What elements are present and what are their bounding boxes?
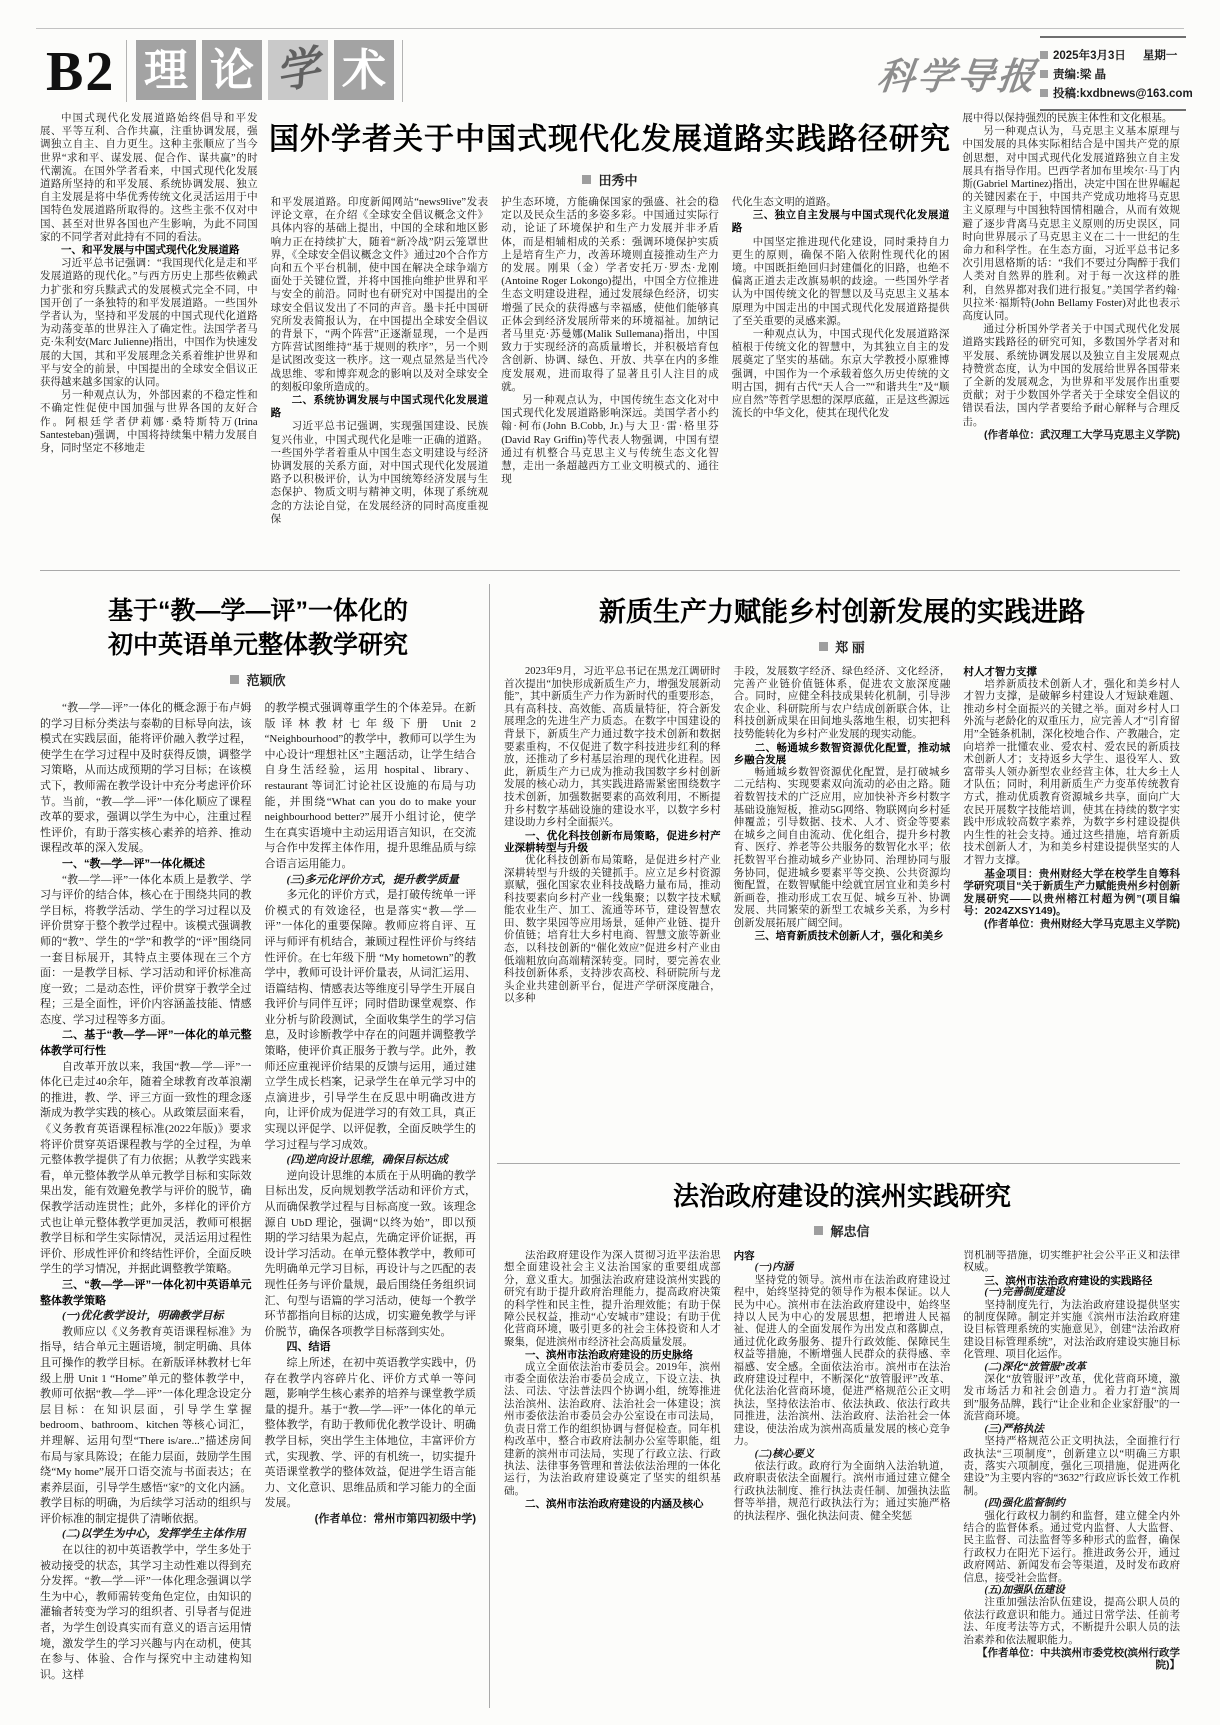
- body-paragraph: 另一种观点认为，马克思主义基本原理与中国发展的具体实际相结合是中国共产党的原创思想，对中国式现代化发展道路独立自主发展具有指导作用。巴西学者加布里埃尔·马丁内斯(Gabriel Martinez)指出，决定中国在世界崛起的关键因素在于，中国共产党成功地将马克思主义原理与中国独特国情相融合，从而有效规避了逐步背离马克思主义原则的历史误区，同时向世界展示了马克思主义在二十一世纪的生命力和科学性。在生态方面，习近平总书记多次引用恩格斯的话：“我们不要过分陶醉于我们人类对自然界的胜利。对于每一次这样的胜利，自然界都对我们进行报复。”美国学者约翰·贝拉米·福斯特(John Bellamy Foster)对此也表示高度认同。: [962, 126, 1180, 323]
- section-title: [136, 40, 394, 100]
- fund-project-note: 基金项目：贵州财经大学在校学生自筹科学研究项目“关于新质生产力赋能贵州乡村创新发展研究——以贵州榕江村超为例”(项目编号：2024ZXSY149)。: [963, 867, 1181, 918]
- body-paragraph: 中国坚定推进现代化建设，同时秉持自力更生的原则，确保不陷入依附性现代化的困境。中国既拒绝回归封建僵化的旧路，也绝不偏离正道去走改旗易帜的歧途。一些国外学者认为中国传统文化的智慧以及马克思主义基本原理为中国走出的中国式现代化发展道路提供了至关重要的灵感来源。: [731, 236, 950, 327]
- section-heading: 三、独立自主发展与中国式现代化发展道路: [731, 209, 950, 235]
- body-paragraph: 优化科技创新布局策略，是促进乡村产业深耕转型与升级的关键抓手。应立足乡村资源禀赋，强化国家农业科技战略力量布局，推动科技要素向乡村产业一线集聚；以数字技术赋能农业生产、加工、流通等环节，建设智慧农田、数字果园等应用场景，延伸产业链、提升价值链；培育壮大乡村电商、智慧文旅等新业态，以科技创新的“催化效应”促进乡村产业由低端粗放向高端精深转变。同时，要完善农业科技创新体系，支持涉农高校、科研院所与龙头企业共建创新平台，促进产学研深度融合，以多种: [504, 854, 721, 1005]
- text-column: [734, 666, 951, 1156]
- author-name: 田秀中: [598, 173, 638, 188]
- sub-heading: (一)完善制度建设: [984, 1287, 1065, 1299]
- body-paragraph: 2023年9月，习近平总书记在黑龙江调研时首次提出“加快形成新质生产力，增强发展新动能”，其中新质生产力作为新时代的重要形态，具有高科技、高效能、高质量特征，符合新发展理念的先进生产力质态。在数字中国建设的背景下，新质生产力通过数字技术创新和数据要素重构，不仅促进了数字科技进步红利的释放，还推动了乡村基层治理的现代化进程。因此，新质生产力已成为推动我国数字乡村创新发展的核心动力，其实践进路需紧密围绕数字技术创新，加强数据要素的高效利用，不断提升乡村数字基础设施的建设水平，以数字乡村建设助力乡村全面振兴。: [504, 666, 721, 829]
- body-paragraph: 通过分析国外学者关于中国式现代化发展道路实践路径的研究可知，多数国外学者对和平发展、系统协调发展以及独立自主发展观点持赞赏态度，认为中国的发展给世界各国带来了全新的发展观念，为世界和平发展作出重要贡献；对于少数国外学者关于全球安全倡议的错误看法，国内学者要给予耐心解释与合理反击。: [962, 324, 1180, 428]
- body-paragraph: 多元化的评价方式，是打破传统单一评价模式的有效途径，也是落实“教—学—评”一体化的重要保障。教师应将自评、互评与师评有机结合，兼顾过程性评价与终结性评价。在七年级下册 “My hometown”的教学中，教师可设计评价量表，从词汇运用、语篇结构、情感表达等维度引导学生开展自我评价与同伴互评；同时借助课堂观察、作业分析与阶段测试，全面收集学生的学习信息，及时诊断教学中存在的问题并调整教学策略，使评价真正服务于教与学。此外，教师还应重视评价结果的反馈与运用，通过建立学生成长档案，记录学生在单元学习中的点滴进步，引导学生在反思中明确改进方向，让评价成为促进学习的有效工具，真正实现以评促学、以评促教，全面反映学生的学习过程与学习成效。: [264, 889, 476, 1151]
- body-paragraph: 教师应以《义务教育英语课程标准》为指导，结合单元主题语境，制定明确、具体且可操作的教学目标。在新版译林教材七年级上册 Unit 1 “Home”单元的整体教学中，教师可依据“教—学—评”一体化理念设定分层目标：在知识层面，引导学生掌握 bedroom、bathroom、kitchen 等核心词汇，并理解、运用句型“There is/are...”描述房间布局与家具陈设；在能力层面，鼓励学生围绕“My home”展开口语交流与书面表达；在素养层面，引导学生感悟“家”的文化内涵。教学目标的明确，为后续学习活动的组织与评价标准的制定提供了清晰依据。: [40, 1325, 252, 1525]
- body-paragraph: 畅通城乡数智资源优化配置，是打破城乡二元结构、实现要素双向流动的必由之路。随着数智技术的广泛应用，应加快补齐乡村数字基础设施短板，推动5G网络、物联网向乡村延伸覆盖；引导数据、技术、人才、资金等要素在城乡之间自由流动、优化组合，提升乡村教育、医疗、养老等公共服务的数智化水平；依托数智平台推动城乡产业协同、治理协同与服务协同，促进城乡要素平等交换、公共资源均衡配置，在数智赋能中绘就宜居宜业和美乡村新画卷，推动形成工农互促、城乡互补、协调发展、共同繁荣的新型工农城乡关系，为乡村创新发展拓展广阔空间。: [733, 766, 951, 929]
- author-attribution: (作者单位：常州市第四初级中学): [314, 1512, 476, 1525]
- article-body: [504, 1250, 1180, 1702]
- sub-heading: (三)严格执法: [984, 1423, 1044, 1435]
- article-body: [40, 701, 476, 1701]
- bullet-square-icon: [819, 642, 828, 651]
- text-column: [963, 1250, 1180, 1702]
- body-paragraph: 在以往的初中英语教学中，学生多处于被动接受的状态，其学习主动性难以得到充分发挥。“教—学—评”一体化理念强调以学生为中心，教师需转变角色定位，由知识的灌输者转变为学习的组织者、引导者与促进者，为学生创设真实而有意义的语言运用情境，激发学生的学习兴趣与内在动机，使其在参与、体验、合作与探究中主动建构知识。这样: [40, 1544, 252, 1681]
- text-column: [734, 1250, 951, 1702]
- text-column: [265, 701, 477, 1701]
- author-attribution: 【作者单位：中共滨州市委党校(滨州行政学院)】: [977, 1647, 1181, 1672]
- masthead-logo: 科学导报: [874, 54, 1041, 98]
- sub-heading: (五)加强队伍建设: [984, 1584, 1065, 1596]
- header-divider: [126, 40, 127, 102]
- body-paragraph: “教—学—评”一体化的概念源于布卢姆的学习目标分类法与泰勒的目标导向法，该模式在实践层面，能将评价融入教学过程，使学生在学习过程中及时获得反馈，调整学习策略，从而达成预期的学习目标；在该模式下，教师需在教学设计中充分考虑评价环节。当前，“教—学—评”一体化顺应了课程改革的要求，强调以学生为中心，注重过程性评价，有助于落实核心素养的培养、推动课程改革的深入发展。: [40, 702, 252, 855]
- body-paragraph: 护生态环境，方能确保国家的强盛、社会的稳定以及民众生活的多姿多彩。中国通过实际行动，论证了环境保护和生产力发展并非矛盾体，而是相辅相成的关系：强调环境保护实质上是培育生产力，改善环境则直接推动生产力的发展。刚果（金）学者安托万·罗杰·龙刚(Antoine Roger Lokongo)提出，中国全方位推进生态文明建设进程，通过发展绿色经济，切实增强了民众的获得感与幸福感，使他们能够真正体会到经济发展所带来的环境福祉。加纳记者马里克·苏曼娜(Malik Sullemana)指出，中国致力于实现经济的高质量增长，并积极培育包含创新、协调、绿色、开放、共享在内的多维度发展观，进而取得了显著且引人注目的成就。: [501, 197, 719, 393]
- body-paragraph: 坚持党的领导。滨州市在法治政府建设过程中，始终坚持党的领导作为根本保证。以人民为中心。滨州市在法治政府建设中，始终坚持以人民为中心的发展思想，把增进人民福祉、促进人的全面发展作为出发点和落脚点，通过优化政务服务、提升行政效能、保障民生权益等措施，不断增强人民群众的获得感、幸福感、安全感。全面依法治市。滨州市在法治政府建设过程中，不断深化“放管服评”改革、优化法治化营商环境，促进严格规范公正文明执法，坚持依法治市、依法执政、依法行政共同推进，法治滨州、法治政府、法治社会一体建设，使法治成为滨州高质量发展的核心竞争力。: [733, 1274, 951, 1448]
- header-info: [1040, 36, 1193, 111]
- body-paragraph: 另一种观点认为，外部因素的不稳定性和不确定性促使中国加强与世界各国的友好合作。阿根廷学者伊莉娜·桑特斯特万(Irina Santesteban)强调，中国将持续集中精力发展自身，同时坚定不移地走: [40, 390, 258, 455]
- body-paragraph: 习近平总书记强调：“我国现代化是走和平发展道路的现代化。”与西方历史上那些依赖武力扩张和穷兵黩武式的发展模式完全不同，中国开创了一条独特的和平发展道路。一些国外学者认为，坚持和平发展的中国式现代化道路为动荡变革的世界注入了确定性。法国学者马克·朱利安(Marc Julienne)指出，中国作为快速发展的大国，其和平发展理念关系着维护世界和平与安全的前景，中国提出的全球安全倡议正获得越来越多国家的认同。: [40, 258, 258, 389]
- section-heading: 一、“教—学—评”一体化概述: [62, 857, 205, 870]
- author-attribution: (作者单位：武汉理工大学马克思主义学院): [983, 428, 1180, 441]
- article-title: 法治政府建设的滨州实践研究: [672, 1181, 1011, 1211]
- section-char-box: 术: [334, 40, 394, 100]
- byline: [504, 637, 1180, 656]
- article-new-productive-forces: [504, 586, 1180, 1158]
- text-column: [504, 1250, 721, 1702]
- sub-heading: (二)深化“放管服”改革: [984, 1361, 1086, 1373]
- body-paragraph: 强化行政权力制约和监督，建立健全内外结合的监督体系。通过党内监督、人大监督、民主监督、司法监督等多种形式的监督，确保行政权力在阳光下运行。推进政务公开，通过政府网站、新闻发布会等渠道，及时发布政府信息，接受社会监督。: [963, 1510, 1181, 1584]
- section-divider: [497, 1163, 1180, 1164]
- bullet-square-icon: [1040, 51, 1048, 59]
- body-paragraph: 罚机制等措施，切实维护社会公平正义和法律权威。: [963, 1250, 1181, 1274]
- bullet-square-icon: [814, 1226, 823, 1235]
- body-paragraph: 的教学模式强调尊重学生的个体差异。在新版译林教材七年级下册 Unit 2 “Neighbourhood”的教学中，教师可以学生为中心设计“理想社区”主题活动，让学生结合自身生活经验，运用 hospital、library、restaurant 等词汇讨论社区设施的布局与功能，并围绕“What can you do to make your neighbourhood better?”展开小组讨论，使学生在真实语境中主动运用语言知识，在交流与合作中发挥主体作用，提升思维品质与综合语言运用能力。: [264, 702, 476, 870]
- text-column: [963, 666, 1180, 1156]
- body-paragraph: 综上所述，在初中英语教学实践中，仍存在教学内容碎片化、评价方式单一等问题，影响学生核心素养的培养与课堂教学质量的提升。基于“教—学—评”一体化的单元整体教学，有助于教师优化教学设计、明确教学目标，突出学生主体地位，丰富评价方式，实现教、学、评的有机统一，切实提升英语课堂教学的整体效益，促进学生语言能力、文化意识、思维品质和学习能力的全面发展。: [264, 1356, 476, 1510]
- body-paragraph: “教—学—评”一体化本质上是教学、学习与评价的结合体，核心在于围绕共同的教学目标，将教学活动、学生的学习过程以及评价贯穿于整个教学过程中。该模式强调教师的“教”、学生的“学”和教学的“评”围绕同一套目标展开，其特点主要体现在三个方面：一是教学目标、学习活动和评价标准高度一致；二是动态性，评价贯穿于教学全过程；三是全面性，评价内容涵盖技能、情感态度、学习过程等多方面。: [40, 873, 252, 1026]
- text-column: [504, 666, 721, 1156]
- byline: [40, 670, 476, 689]
- text-column: [40, 112, 258, 558]
- article-binzhou-law-government: [504, 1174, 1180, 1708]
- body-paragraph: 成立全面依法治市委员会。2019年，滨州市委全面依法治市委员会成立，下设立法、执法、司法、守法普法四个协调小组，统筹推进法治滨州、法治政府、法治社会一体建设；滨州市委依法治市委员会办公室设在市司法局，负责日常工作的组织协调与督促检查。同年机构改革中，整合市政府法制办公室等职能，组建新的滨州市司法局，实现了行政立法、行政执法、法律事务管理和普法依法治理的一体化运行，为法治政府建设奠定了坚实的组织基础。: [504, 1361, 721, 1497]
- body-paragraph: 展中得以保持强烈的民族主体性和文化根基。: [962, 113, 1173, 124]
- body-paragraph: 和平发展道路。印度新闻网站“news9live”发表评论文章，在介绍《全球安全倡议概念文件》具体内容的基础上提出，中国的全球和地区影响力正在持续扩大，随着“新冷战”阴云笼罩世界，《全球安全倡议概念文件》通过20个合作方向和五个平台机制，使中国在解决全球争端方面处于关键位置，并将中国推向维护世界和平与安全的前沿。同时也有研究对中国提出的全球安全倡议发出了不同的声音。墨卡托中国研究所发表简报认为，在中国提出全球安全倡议的背景下，“两个阵营”正逐渐显现，一个是西方阵营试图维持“基于规则的秩序”，另一个则是试图改变这一秩序。这一观点显然是当代冷战思维、零和博弈观念的影响以及对全球安全的刻板印象所造成的。: [270, 197, 489, 393]
- section-heading: 二、畅通城乡数智资源优化配置，推动城乡融合发展: [733, 741, 951, 767]
- body-paragraph: 坚持制度先行，为法治政府建设提供坚实的制度保障。制定并实施《滨州市法治政府建设目标管理系统的实施意见》，创建“法治政府建设目标管理系统”，对法治政府建设实施目标化管理、项目化运作。: [963, 1299, 1181, 1361]
- publish-date: 2025年3月3日: [1053, 49, 1126, 62]
- article-foreign-scholars: [40, 112, 1180, 558]
- author-name: 解忠信: [830, 1224, 870, 1239]
- body-paragraph: 依法行政。政府行为全面纳入法治轨道，政府职责依法全面履行。滨州市通过建立健全行政执法制度、推行执法责任制、加强执法监督等举措，规范行政执法行为；通过实施严格的执法程序、强化执法问责、健全奖惩: [733, 1460, 951, 1522]
- section-char-box-stylized: 学: [268, 40, 328, 100]
- sub-heading: (二)核心要义: [754, 1448, 815, 1460]
- sub-heading: (四)强化监督制约: [984, 1498, 1065, 1510]
- body-paragraph: 中国式现代化发展道路始终倡导和平发展、平等互利、合作共赢，注重协调发展，强调独立自主、自力更生。这种主张顺应了当今世界“求和平、谋发展、促合作、谋共赢”的时代潮流。在国外学者看来，中国式现代化发展道路所坚持的和平发展、系统协调发展、独立自主发展是将中华优秀传统文化灵活运用于中国特色发展道路所取得的。这些主张不仅对中国、甚至对世界各国也产生影响，为此不同国家的不同学者对此持有不同的看法。: [40, 113, 258, 243]
- article-body: [504, 666, 1180, 1156]
- bullet-square-icon: [230, 675, 239, 684]
- section-divider: [40, 570, 1180, 571]
- sub-heading: (四)逆向设计思维，确保目标达成: [286, 1154, 448, 1167]
- section-heading: 二、系统协调发展与中国式现代化发展道路: [270, 394, 489, 420]
- header-editor-row: [1040, 64, 1186, 83]
- top-rule: [36, 28, 1184, 29]
- body-paragraph: 逆向设计思维的本质在于从明确的教学目标出发，反向规划教学活动和评价方式，从而确保教学过程与目标高度一致。该理念源自 UbD 理论，强调“以终为始”，即以预期的学习结果为起点，先确定评价证据，再设计学习活动。在单元整体教学中，教师可先明确单元学习目标，再设计与之匹配的表现性任务与评价量规，最后围绕任务组织词汇、句型与语篇的学习活动，使每一个教学环节都指向目标的达成，切实避免教学与评价脱节，确保各项教学目标落到实处。: [264, 1169, 476, 1338]
- sub-heading: (一)内涵: [754, 1262, 794, 1274]
- article-english-teaching: [40, 586, 476, 1708]
- author-name: 郑 丽: [835, 640, 865, 655]
- article-title: 基于“教—学—评”一体化的 初中英语单元整体教学研究: [107, 597, 408, 659]
- editor-label: 责编:梁 晶: [1053, 68, 1107, 81]
- body-paragraph: 代化生态文明的道路。: [731, 197, 837, 208]
- body-paragraph: 注重加强法治队伍建设，提高公职人员的依法行政意识和能力。通过日常学法、任前考法、年度考法等方式，不断提升公职人员的法治素养和依法履职能力。: [963, 1597, 1181, 1646]
- article-title: 国外学者关于中国式现代化发展道路实践路径研究: [269, 123, 951, 156]
- section-heading: 一、和平发展与中国式现代化发展道路: [61, 244, 240, 257]
- section-char-box: 论: [202, 40, 262, 100]
- author-attribution: (作者单位：贵州财经大学马克思主义学院): [984, 917, 1181, 930]
- page-number: B2: [46, 41, 116, 103]
- section-heading: 二、基于“教—学—评”一体化的单元整体教学可行性: [40, 1029, 252, 1058]
- section-heading: 一、滨州市法治政府建设的历史脉络: [525, 1349, 693, 1362]
- sub-heading: (一)优化教学设计，明确教学目标: [62, 1310, 224, 1323]
- body-paragraph: 培养新质技术创新人才，强化和美乡村人才智力支撑，是破解乡村建设人才短缺难题、推动乡村全面振兴的关键之举。面对乡村人口外流与老龄化的双重压力，应完善人才“引育留用”全链条机制，深化校地合作、产教融合，定向培养一批懂农业、爱农村、爱农民的新质技术创新人才；支持返乡大学生、退役军人、致富带头人领办新型农业经营主体，壮大乡土人才队伍；同时，利用新质生产力变革传统教育方式，推动优质教育资源城乡共享，面向广大农民开展数字技能培训，使其在持续的数字实践中形成较高数字素养，为数字乡村建设提供内生性的社会支持。通过这些措施，培育新质技术创新人才，为和美乡村建设提供坚实的人才智力支撑。: [963, 678, 1181, 866]
- body-paragraph: 另一种观点认为，中国传统生态文化对中国式现代化发展道路影响深远。美国学者小约翰·柯布(John B.Cobb, Jr.)与大卫·雷·格里芬(David Ray Griffin)等代表人物强调，中国有望通过有机整合马克思主义与传统生态文化智慧，走出一条超越西方工业文明模式的、通往现: [501, 395, 719, 486]
- section-heading: 村人才智力支撑: [963, 666, 1037, 678]
- weekday: 星期一: [1142, 49, 1178, 62]
- section-heading: 一、优化科技创新布局策略，促进乡村产业深耕转型与升级: [504, 829, 721, 855]
- text-column: [40, 701, 252, 1701]
- header-date-row: [1040, 45, 1186, 64]
- submission-email: 投稿:kxdbnews@163.com: [1053, 87, 1193, 100]
- sub-heading: (二)以学生为中心，发挥学生主体作用: [62, 1528, 246, 1541]
- header-divider: [402, 40, 403, 102]
- section-heading: 三、培育新质技术创新人才，强化和美乡: [754, 930, 944, 943]
- body-paragraph: 一种观点认为，中国式现代化发展道路深植根于传统文化的智慧中，为其独立自主的发展奠定了坚实的基础。东京大学教授小原雅博强调，中国作为一个承载着悠久历史传统的文明古国，拥有古代“天人合一”“和谐共生”及“顺应自然”等哲学思想的深厚底蕴，正是这些源远流长的中华文化，使其在现代化发: [731, 329, 950, 420]
- body-paragraph: 自改革开放以来，我国“教—学—评”一体化已走过40余年，随着全球教育改革浪潮的推进，教、学、评三方面一致性的理念逐渐成为教学实践的核心。从政策层面来看，《义务教育英语课程标准(2022年版)》要求将评价贯穿英语课程教与学的全过程，为单元整体教学提供了有力依据；从教学实践来看，单元整体教学从单元教学目标和实际效果出发，能有效避免教学与评价的脱节，确保教学活动连贯性；此外，多样化的评价方式也让单元整体教学更加灵活，教师可根据教学目标和学生实际情况，灵活运用过程性评价、形成性评价和终结性评价，全面反映学生的学习情况，并据此调整教学策略。: [40, 1060, 252, 1276]
- section-heading: 三、“教—学—评”一体化初中英语单元整体教学策略: [40, 1278, 252, 1307]
- section-heading: 二、滨州市法治政府建设的内涵及核心: [525, 1498, 704, 1511]
- section-heading: 四、结语: [286, 1341, 331, 1354]
- body-paragraph: 习近平总书记强调，实现强国建设、民族复兴伟业，中国式现代化是唯一正确的道路。一些国外学者着重从中国生态文明建设与经济协调发展的关系方面，对中国式现代化发展道路予以积极评价，认为中国统筹经济发展与生态保护、物质文明与精神文明，体现了系统观念的方法论自觉，在发展经济的同时高度重视保: [270, 421, 489, 525]
- header-submit-row: [1040, 83, 1193, 102]
- author-name: 范颖欣: [246, 673, 286, 688]
- body-paragraph: 法治政府建设作为深入贯彻习近平法治思想全面建设社会主义法治国家的重要组成部分，意义重大。加强法治政府建设滨州实践的研究有助于提升政府治理能力，提高政府决策的科学性和民主性，提升治理效能；有助于保障公民权益，推动“心安城市”建设；有助于优化营商环境，吸引更多的社会主体投资和人才聚集，促进滨州市经济社会高质量发展。: [504, 1250, 721, 1348]
- bullet-square-icon: [582, 175, 591, 184]
- column-divider: [489, 584, 490, 1708]
- bullet-square-icon: [1040, 89, 1048, 97]
- text-column: [962, 112, 1180, 558]
- sub-heading: (三)多元化评价方式，提升教学质量: [286, 873, 459, 886]
- body-paragraph: 手段，发展数字经济、绿色经济、文化经济，完善产业链价值链体系，促进农文旅深度融合。同时，应健全科技成果转化机制，引导涉农企业、科研院所与农户结成创新联合体，让科技创新成果在田间地头落地生根，切实把科技势能转化为乡村产业发展的现实动能。: [733, 666, 951, 740]
- article-title: 新质生产力赋能乡村创新发展的实践进路: [599, 597, 1085, 627]
- body-paragraph: 坚持严格规范公正文明执法，全面推行行政执法“三项制度”，创新建立以“明确三方职责，落实六项制度，强化三项措施，促进两化建设”为主要内容的“3632”行政应诉长效工作机制。: [963, 1436, 1181, 1497]
- section-char-box: 理: [136, 40, 196, 100]
- section-heading: 三、滨州市法治政府建设的实践路径: [984, 1274, 1153, 1287]
- section-heading: 内容: [733, 1250, 755, 1262]
- byline: [504, 1221, 1180, 1240]
- body-paragraph: 深化“放管服评”改革，优化营商环境，激发市场活力和社会创造力。着力打造“滨周到”服务品牌，践行“让企业和企业家舒服”的一流营商环境。: [963, 1374, 1181, 1423]
- article-headline-block: [245, 114, 975, 189]
- bullet-square-icon: [1040, 70, 1048, 78]
- byline: [245, 170, 975, 189]
